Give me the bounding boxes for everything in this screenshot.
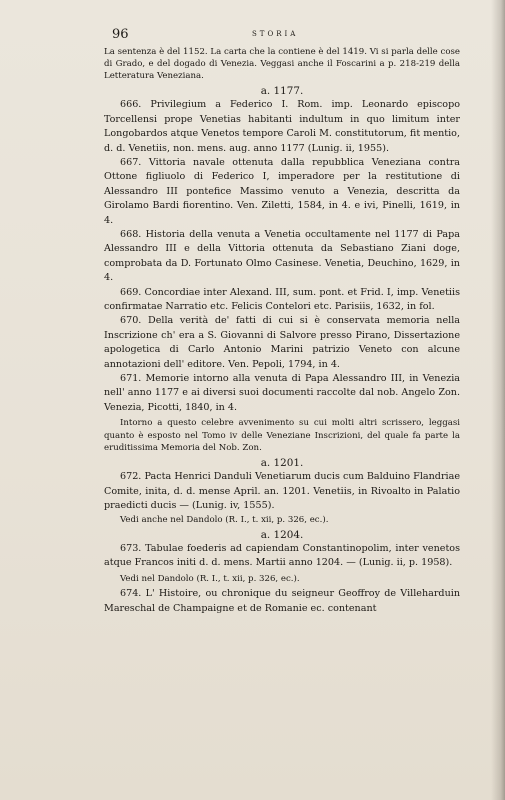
entry-670: 670. Della verità de' fatti di cui si è conservata memoria nella Inscrizione ch' era a S. Giovanni di Salvore presso Pirano, Dissertazione apologetica di Carlo Antonio Marini patrizio Veneto con alcune annotazioni dell' editore. Ven. Pepoli, 1794, in 4. xyxy=(104,315,460,370)
entry-673: 673. Tabulae foederis ad capiendam Constantinopolim, inter venetos atque Francos initi d. d. mens. Martii anno 1204. — (Lunig. ii, p. 1958). xyxy=(104,543,460,569)
running-title: STORIA xyxy=(252,30,299,38)
note-dandolo-1: Vedi anche nel Dandolo (R. I., t. xii, p. 326, ec.). xyxy=(120,514,329,525)
entry-669: 669. Concordiae inter Alexand. III, sum. pont. et Frid. I, imp. Venetiis confirmatae Narratio etc. Felicis Contelori etc. Parisiis, 1632, in fol. xyxy=(104,286,460,312)
intro-note: La sentenza è del 1152. La carta che la contiene è del 1419. Vi si parla delle cose di Grado, e del dogado di Venezia. Veggasi anche il Foscarini a p. 218-219 della Letteratura Veneziana. xyxy=(104,47,460,82)
entry-674: 674. L' Histoire, ou chronique du seigneur Geoffroy de Villeharduin Mareschal de Champaigne et de Romanie ec. contenant xyxy=(104,588,460,614)
note-dandolo-2: Vedi nel Dandolo (R. I., t. xii, p. 326, ec.). xyxy=(120,573,300,584)
page-edge-shadow xyxy=(491,0,505,800)
note-zon: Intorno a questo celebre avvenimento su cui molti altri scrissero, leggasi quanto è esposto nel Tomo iv delle Veneziane Inscrizioni, del quale fa parte la eruditissima Memoria del Nob. Zon. xyxy=(104,418,460,454)
entry-667: 667. Vittoria navale ottenuta dalla repubblica Veneziana contra Ottone figliuolo di Federico I, imperadore per la restitutione di Alessandro III pontefice Massimo venuto a Venezia, descritta da Girolamo Bardi fiorentino. Ven. Ziletti, 1584, in 4. e ivi, Pinelli, 1619, in 4. xyxy=(104,156,460,226)
entry-668: 668. Historia della venuta a Venetia occultamente nel 1177 di Papa Alessandro III e della Vittoria ottenuta da Sebastiano Ziani doge, comprobata da D. Fortunato Olmo Casinese. Venetia, Deuchino, 1629, in 4. xyxy=(104,228,460,284)
page-body xyxy=(104,46,460,616)
entry-666: 666. Privilegium a Federico I. Rom. imp. Leonardo episcopo Torcellensi prope Venetias habitanti indultum in quo limitum inter Longobardos atque Venetos tempore Caroli M. constitutorum, fit mentio, d. d. Venetiis, non. mens. aug. anno 1177 (Lunig. ii, 1955). xyxy=(104,99,460,154)
year-heading: a. 1204. xyxy=(260,529,304,542)
running-header xyxy=(112,27,453,43)
year-heading: a. 1177. xyxy=(260,85,304,98)
entry-672: 672. Pacta Henrici Danduli Venetiarum ducis cum Balduino Flandriae Comite, inita, d. d. mense April. an. 1201. Venetiis, in Rivoalto in Palatio praedicti ducis — (Lunig. iv, 1555). xyxy=(104,471,460,512)
entry-671: 671. Memorie intorno alla venuta di Papa Alessandro III, in Venezia nell' anno 1177 e ai diversi suoi documenti raccolte dal nob. Angelo Zon. Venezia, Picotti, 1840, in 4. xyxy=(104,373,460,413)
page-number: 96 xyxy=(112,27,129,42)
year-heading: a. 1201. xyxy=(260,457,304,470)
